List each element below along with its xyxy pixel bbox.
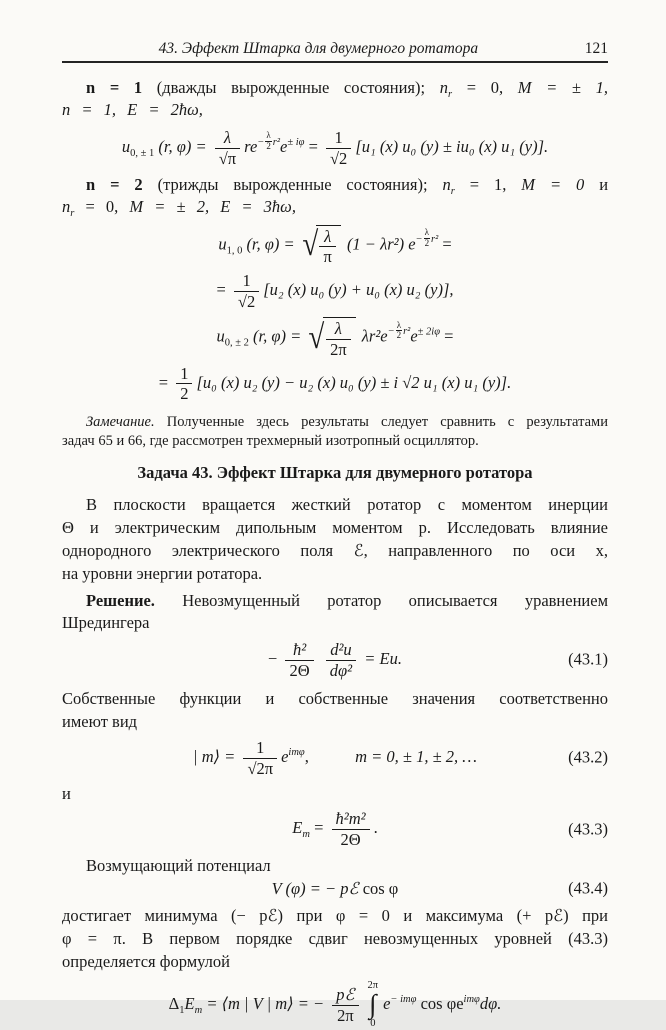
minus-sign: − [268, 649, 278, 669]
math-e: e [281, 746, 289, 766]
equation-first-order-shift [62, 981, 608, 1030]
math-E-sub: m [194, 1005, 203, 1017]
radical-body [323, 317, 356, 359]
paragraph-n2-line2 [62, 196, 608, 218]
n2-nr2: $n_r = 0$, [62, 196, 119, 219]
math-dphi: dφ. [479, 994, 502, 1014]
math-cos-e: cos φe [420, 994, 464, 1014]
math-bracket: [u₁ (x) u₀ (y) ± iu₀ (x) u₁ (y)]. [355, 137, 549, 157]
remark-label: Замечание. [86, 414, 155, 431]
exponent-fraction: $\frac{\lambda}{2}$ [266, 130, 271, 152]
solution-intro [62, 590, 608, 634]
math-bracket: [u₂ (x) u₀ (y) + u₀ (x) u₂ (y)], [263, 280, 454, 300]
equation-number: (43.4) [568, 879, 608, 898]
minmax-line: достигает минимума (− pℰ) при φ = 0 и максимума (+ pℰ) при [62, 905, 608, 925]
fraction: $\frac{1}{√2}$ [234, 272, 259, 311]
equals-sign: = [158, 372, 169, 392]
equation-number: (43.2) [568, 747, 608, 767]
math-E: E [292, 818, 303, 838]
equals-sign: = [444, 326, 454, 346]
math-u: u [218, 234, 227, 254]
n1-energy: E = 2ħω, [127, 100, 203, 119]
radical: √ $\frac{\lambda}{\pi}$ [301, 225, 341, 267]
math-u-sub: 1, 0 [226, 245, 243, 257]
equation-u0pm2-line2 [62, 365, 608, 404]
n2-and: и [599, 174, 609, 194]
math-re: re [244, 137, 258, 157]
equation-43-4 [62, 880, 608, 899]
exponent: ± 2iφ [417, 326, 441, 338]
n1-nr: $n_r = 0$, [439, 78, 504, 100]
equation-43-2 [62, 739, 608, 778]
integral-lower-limit: 0 [370, 1018, 376, 1030]
n2-text: (трижды вырожденные состояния); [157, 174, 428, 194]
fraction [215, 129, 240, 168]
n1-n-val: n = 1, [62, 100, 117, 119]
page-number: 121 [584, 40, 608, 57]
math-u-sub: 0, ± 2 [224, 337, 249, 349]
fraction: $\frac{1}{√2\pi}$ [243, 739, 277, 778]
statement-line: Θ и электрическим дипольным моментом p. Исследовать влияние [62, 518, 608, 538]
math-middle: (1 − λr²) e [346, 234, 416, 254]
period: . [373, 818, 378, 838]
section-title: Задача 43. Эффект Штарка для двумерного ротатора [137, 463, 533, 483]
solution-text: Невозмущенный ротатор описывается уравнением [182, 591, 609, 611]
fraction: $\frac{1}{2}$ [176, 365, 192, 404]
fraction: $\frac{\text{ħ²}}{2\Theta}$ [285, 641, 313, 680]
problem-statement [62, 493, 608, 585]
radical: √ $\frac{\lambda}{2\pi}$ [307, 317, 355, 359]
exponent-fraction: $\frac{\lambda}{2}$ [424, 227, 430, 249]
minmax-line: определяется формулой [62, 951, 230, 971]
eigen-line1: Собственные функции и собственные значения соответственно [62, 688, 608, 708]
remark-line2: задач 65 и 66, где рассмотрен трехмерный изотропный осциллятор. [62, 432, 479, 449]
math-E: E [184, 994, 195, 1014]
equation-u10-line2 [62, 272, 608, 311]
math-u-sub: 0, ± 1 [130, 148, 155, 160]
connector-word: и [62, 784, 71, 804]
math-condition: m = 0, ± 1, ± 2, … [355, 746, 477, 766]
math-cos: cos φ [362, 879, 399, 898]
n1-text: (дважды вырожденные состояния); [156, 78, 426, 97]
exponent: − λ 2 r² [415, 227, 439, 249]
solution-label: Решение. [86, 591, 155, 611]
math-delta-sub: 1 [179, 1005, 185, 1017]
equals-sign: = [442, 234, 452, 254]
fraction [326, 129, 351, 168]
n2-lead: n = 2 [86, 174, 143, 194]
math-args: (r, φ) = [158, 137, 207, 157]
math-e: e [410, 326, 418, 346]
statement-line: на уровни энергии ротатора. [62, 564, 263, 584]
perturbation-intro: Возмущающий потенциал [86, 856, 271, 875]
math-ket: | m⟩ = [193, 746, 236, 766]
remark-line1 [62, 413, 608, 432]
equation-number: (43.3) [568, 819, 608, 839]
statement-line: В плоскости вращается жесткий ротатор с моментом инерции [86, 495, 608, 515]
n2-M: M = 0 [521, 174, 585, 194]
fraction-denominator: √2 [330, 148, 348, 168]
exponent-fraction: $\frac{\lambda}{2}$ [396, 319, 402, 341]
fraction: $\frac{\text{ħ²m²}}{2\Theta}$ [332, 810, 370, 849]
n2-energy: E = 3ħω, [220, 196, 296, 216]
math-e: e [279, 137, 288, 157]
integral-sign: ∫ [369, 989, 377, 1020]
equation-u10-line1 [62, 225, 608, 267]
paragraph-n2-line1 [62, 174, 608, 196]
eigen-line2: имеют вид [62, 711, 138, 731]
fraction: $\frac{\lambda}{2\pi}$ [326, 320, 351, 359]
equation-number: (43.1) [568, 649, 608, 669]
remark [62, 413, 608, 450]
integral-upper-limit: 2π [367, 979, 379, 991]
n1-lead: n = 1 [86, 78, 143, 97]
header-rule [62, 61, 608, 63]
n2-nr: $n_r = 1$, [442, 174, 507, 197]
page-header [62, 40, 608, 58]
math-u: u [121, 137, 131, 157]
math-args: (r, φ) = [253, 326, 302, 346]
math-u: u [216, 326, 225, 346]
math-potential: V (φ) = − pℰ [271, 879, 359, 898]
n2-M2: M = ± 2, [129, 196, 210, 216]
equals-sign: = [308, 137, 318, 157]
equation-43-1 [62, 641, 608, 680]
math-e: e [383, 994, 391, 1014]
fraction-denominator: √π [218, 148, 237, 168]
fraction-numerator: 1 [326, 129, 351, 149]
math-E-sub: m [302, 829, 310, 841]
exponent: imφ [288, 746, 305, 758]
integral [368, 981, 379, 1030]
exponent: ± iφ [287, 137, 305, 149]
comma: , [304, 746, 309, 766]
math-middle: λr²e [361, 326, 388, 346]
paragraph-n1-line1 [62, 77, 608, 99]
math-delta: Δ [168, 994, 180, 1014]
minmax-line: φ = π. В первом порядке сдвиг невозмущенных уровней (43.3) [62, 928, 608, 948]
remark-text: Полученные здесь результаты следует сравнить с результатами [166, 414, 608, 431]
running-title: 43. Эффект Штарка для двумерного ротатора [158, 40, 479, 57]
equals-sign: = [314, 818, 324, 838]
fraction: $\frac{\text{d²u}}{\text{dφ²}}$ [326, 641, 356, 680]
n1-M: M = ± 1, [517, 78, 609, 97]
equation-43-3 [62, 810, 608, 849]
solution-line2: Шредингера [62, 613, 150, 633]
exponent: − λ 2 r² [257, 130, 280, 152]
equation-u0pm1 [62, 129, 608, 168]
math-bracket: [u₀ (x) u₂ (y) − u₂ (x) u₀ (y) ± i √2 u₁ (x) u₁ (y)]. [196, 372, 512, 392]
fraction: $\frac{\lambda}{\pi}$ [319, 228, 335, 267]
math-rhs: = Eu. [364, 649, 402, 669]
math-bra-ket: = ⟨m | V | m⟩ = − [206, 994, 325, 1014]
fraction: pℰ 2π [332, 986, 358, 1025]
statement-line: однородного электрического поля ℰ, направленного по оси x, [62, 541, 608, 561]
exponent: − imφ [390, 994, 417, 1006]
radical-body [316, 225, 340, 267]
fraction-numerator: λ [215, 129, 240, 149]
math-args: (r, φ) = [246, 234, 295, 254]
equals-sign: = [216, 280, 226, 300]
equation-u0pm2-line1 [62, 317, 608, 359]
solution-line1 [62, 590, 608, 612]
exponent: imφ [463, 994, 480, 1006]
exponent: − λ 2 r² [387, 319, 411, 341]
paragraph-n1-line2 [62, 99, 608, 121]
